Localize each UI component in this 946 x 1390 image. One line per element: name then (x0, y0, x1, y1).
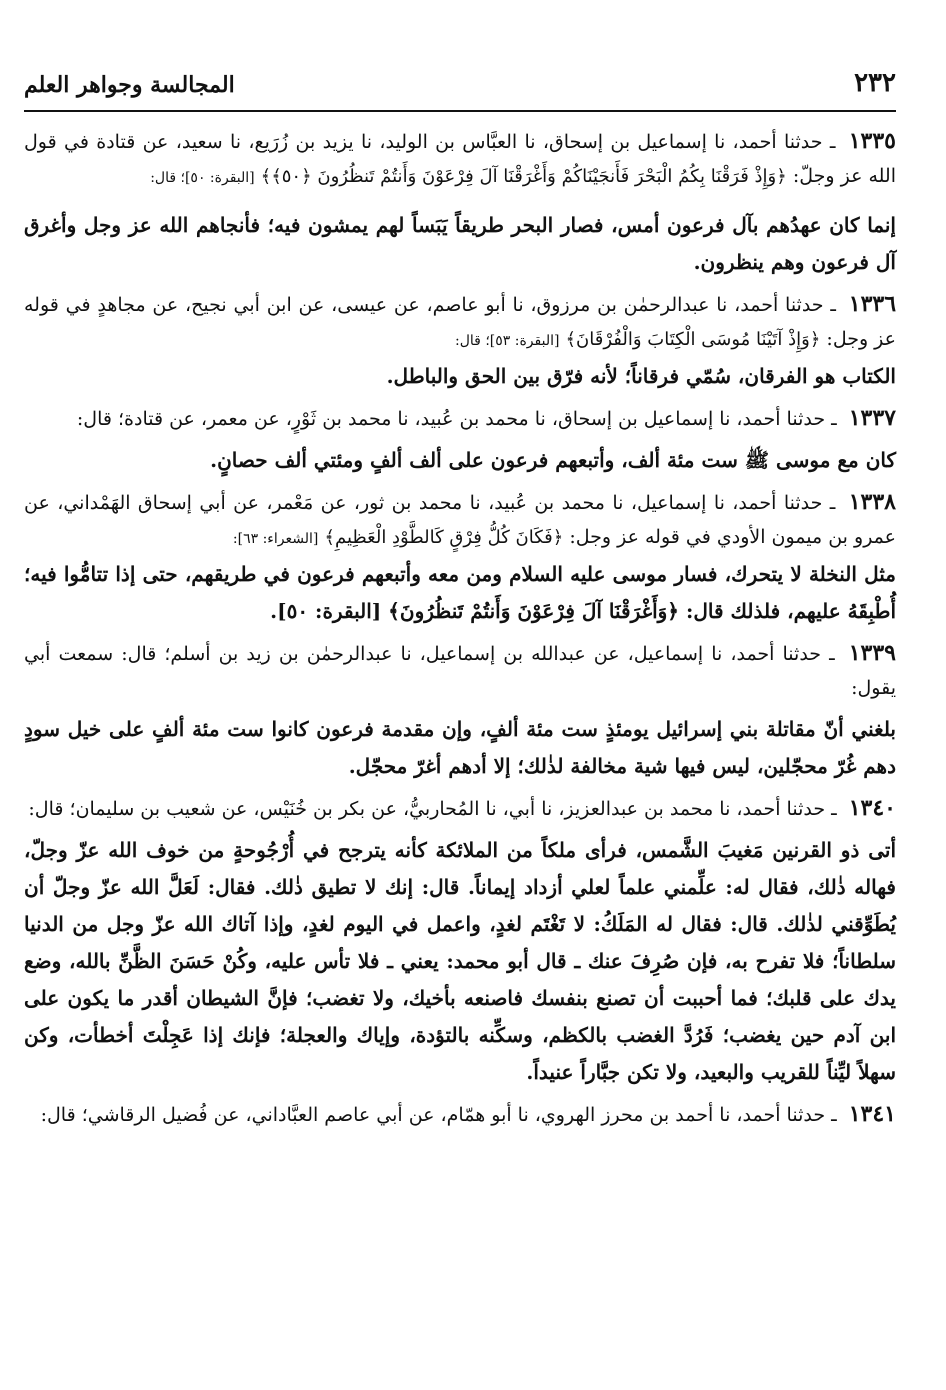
isnad-text: ـ حدثنا أحمد، نا أحمد بن محرز الهروي، نا أبو همّام، عن أبي عاصم العبَّاداني، عن فُضيل الرقاشي؛ قال: (40, 1104, 837, 1126)
entry-number: ١٣٣٥ (848, 128, 896, 154)
entry-number: ١٣٤٠ (848, 795, 896, 821)
isnad-text: ـ حدثنا أحمد، نا إسماعيل بن إسحاق، نا العبَّاس بن الوليد، نا يزيد بن زُرَيع، نا سعيد، عن قتادة في قول الله عز وجلّ: (24, 131, 896, 187)
verse-reference: [البقرة: ٥٠]؛ قال: (150, 170, 255, 186)
isnad-text: ـ حدثنا أحمد، نا إسماعيل، نا محمد بن عُبيد، نا محمد بن ثور، عن مَعْمر، عن أبي إسحاق الهَمْداني، عن عمرو بن ميمون الأودي في قوله عز وجل: (24, 492, 896, 548)
isnad-text: ـ حدثنا أحمد، نا إسماعيل، عن عبدالله بن إسماعيل، نا عبدالرحمٰن بن زيد بن أسلم؛ قال: سمعت أبي يقول: (24, 643, 896, 699)
entry-number: ١٣٣٩ (848, 640, 896, 666)
narration-1340 (24, 791, 896, 826)
entry-number: ١٣٣٦ (848, 291, 897, 317)
running-title: المجالسة وجواهر العلم (24, 72, 235, 98)
quran-verse: ﴿فَكَانَ كُلُّ فِرْقٍ كَالطَّوْدِ الْعَظِيمِ﴾ (324, 527, 564, 548)
verse-reference: [البقرة: ٥٣]؛ قال: (455, 333, 560, 349)
narration-1338 (24, 485, 896, 556)
quote-1339: بلغني أنّ مقاتلة بني إسرائيل يومئذٍ ست مئة ألفٍ، وإن مقدمة فرعون كانوا ست مئة ألفٍ على خيل سودٍ دهم غُرّ محجّلين، ليس فيها شية مخالفة لذٰلك؛ إلا أدهم أغرّ محجّل. (24, 717, 897, 778)
narration-1335 (24, 124, 896, 195)
narration-1341 (24, 1097, 896, 1132)
quote-1340: أتى ذو القرنين مَغيبَ الشَّمس، فرأى ملكاً من الملائكة كأنه يترجح في أُرْجُوحةٍ من خوف الله عزّ وجلّ، فهاله ذٰلك، فقال له: علِّمني علماً لعلي أزداد إيماناً. قال: إنك لا تطيق ذٰلك. فقال: لَعَلَّ الله عزّ وجلّ أن يُطَوِّقني لذٰلك. قال: فقال له المَلَكُ: لا تَغْتَم لغدٍ، واعمل في اليوم لغدٍ، وإذا آتاك الله عزّ وجل من الدنيا سلطاناً؛ فلا تفرح به، فإن صُرِفَ عنك ـ قال أبو محمد: يعني ـ فلا تأس عليه، وكُنْ حَسَنَ الظَّنِّ بالله، وضع يدك على قلبك؛ فما أحببت أن تصنع بنفسك فاصنعه بأخيك، ولا تغضب؛ فإنَّ الشيطان أقدر ما يكون على ابن آدم حين يغضب؛ فَرُدَّ الغضب بالكظم، وسكِّنه بالتؤدة، وإياك والعجلة؛ فإنك إذا عَجِلْتَ أخطأت، وكن سهلاً ليِّناً للقريب والبعيد، ولا تكن جبَّاراً عنيداً. (24, 838, 896, 1084)
page-header (24, 62, 896, 112)
quote-1336: الكتاب هو الفرقان، سُمّي فرقاناً؛ لأنه فرّق بين الحق والباطل. (386, 364, 896, 388)
verse-reference: [الشعراء: ٦٣]: (232, 531, 319, 547)
page-body (24, 124, 896, 1132)
page-number: ٢٣٢ (854, 68, 896, 98)
narration-1337 (24, 401, 896, 436)
quote-1337: كان مع موسى ﷺ ست مئة ألف، وأتبعهم فرعون على ألف ألفٍ ومئتي ألف حصانٍ. (210, 448, 896, 472)
quran-verse: ﴿وَإِذْ آتَيْنَا مُوسَى الْكِتَابَ وَالْفُرْقَانَ﴾ (565, 329, 821, 350)
narration-1339 (24, 636, 896, 705)
isnad-text: ـ حدثنا أحمد، نا إسماعيل بن إسحاق، نا محمد بن عُبيد، نا محمد بن ثَوْرٍ، عن معمر، عن قتادة؛ قال: (76, 408, 837, 430)
entry-number: ١٣٣٧ (848, 405, 896, 431)
quote-1338: مثل النخلة لا يتحرك، فسار موسى عليه السلام ومن معه وأتبعهم فرعون في طريقهم، حتى إذا تتامُّوا فيه؛ أُطْبِقَهُ عليهم، فلذلك قال: ﴿وَأَغْرَقْنَا آلَ فِرْعَوْنَ وَأَنتُمْ تَنظُرُونَ﴾ [البقرة: ٥٠]. (24, 562, 896, 623)
entry-number: ١٣٤١ (848, 1101, 896, 1127)
isnad-text: ـ حدثنا أحمد، نا محمد بن عبدالعزيز، نا أبي، نا المُحاربيُّ، عن بكر بن خُنَيْس، عن شعيب بن سليمان؛ قال: (28, 798, 837, 820)
isnad-text: ـ حدثنا أحمد، نا عبدالرحمٰن بن مرزوق، نا أبو عاصم، عن عيسى، عن ابن أبي نجيح، عن مجاهدٍ في قوله عز وجل: (24, 294, 896, 350)
quran-verse: ﴿وَإِذْ فَرَقْنَا بِكُمُ الْبَحْرَ فَأَنجَيْنَاكُمْ وَأَغْرَقْنَا آلَ فِرْعَوْنَ وَأَنتُمْ تَنظُرُونَ ﴿٥٠﴾﴾ (260, 166, 787, 187)
entry-number: ١٣٣٨ (848, 489, 896, 515)
narration-1336 (24, 287, 896, 358)
quote-1335: إنما كان عهدُهم بآل فرعون أمس، فصار البحر طريقاً يَبَساً لهم يمشون فيه؛ فأنجاهم الله عز وجل وأغرق آل فرعون وهم ينظرون. (24, 213, 896, 274)
